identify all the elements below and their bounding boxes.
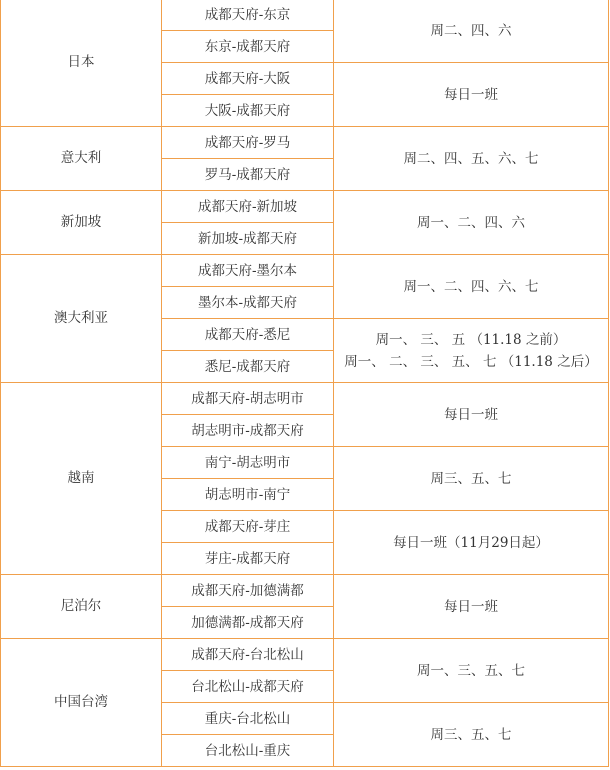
route-cell: 成都天府-大阪 (162, 63, 334, 95)
country-cell: 尼泊尔 (1, 575, 162, 639)
table-row (1, 255, 609, 287)
route-cell: 成都天府-罗马 (162, 127, 334, 159)
frequency-cell (334, 319, 609, 383)
route-cell: 成都天府-台北松山 (162, 639, 334, 671)
table-row (1, 191, 609, 223)
frequency-text: 每日一班（11月29日起） (393, 534, 549, 551)
country-cell: 澳大利亚 (1, 255, 162, 383)
country-cell: 越南 (1, 383, 162, 575)
frequency-cell (334, 639, 609, 703)
table-row (1, 639, 609, 671)
frequency-text: 周一、二、四、六 (417, 214, 525, 231)
frequency-text: 周二、四、六 (430, 22, 512, 39)
route-cell: 胡志明市-成都天府 (162, 415, 334, 447)
frequency-cell (334, 575, 609, 639)
frequency-text: 周一、 二、 三、 五、 七 （11.18 之后） (344, 353, 598, 370)
table-row (1, 575, 609, 607)
schedule-table-body (1, 0, 609, 767)
route-cell: 成都天府-东京 (162, 0, 334, 31)
route-cell: 成都天府-胡志明市 (162, 383, 334, 415)
route-cell: 成都天府-悉尼 (162, 319, 334, 351)
route-cell: 胡志明市-南宁 (162, 479, 334, 511)
table-row (1, 383, 609, 415)
route-cell: 重庆-台北松山 (162, 703, 334, 735)
route-cell: 罗马-成都天府 (162, 159, 334, 191)
route-cell: 墨尔本-成都天府 (162, 287, 334, 319)
frequency-cell (334, 63, 609, 127)
route-cell: 台北松山-成都天府 (162, 671, 334, 703)
frequency-text: 周三、五、七 (430, 470, 512, 487)
frequency-text: 周三、五、七 (430, 726, 512, 743)
route-cell: 南宁-胡志明市 (162, 447, 334, 479)
table-row (1, 0, 609, 31)
route-cell: 芽庄-成都天府 (162, 543, 334, 575)
frequency-text: 周一、二、四、六、七 (403, 278, 539, 295)
route-cell: 新加坡-成都天府 (162, 223, 334, 255)
route-cell: 成都天府-墨尔本 (162, 255, 334, 287)
route-cell: 悉尼-成都天府 (162, 351, 334, 383)
frequency-text: 周一、三、五、七 (417, 662, 525, 679)
route-cell: 成都天府-新加坡 (162, 191, 334, 223)
frequency-cell (334, 255, 609, 319)
route-cell: 台北松山-重庆 (162, 735, 334, 767)
route-cell: 大阪-成都天府 (162, 95, 334, 127)
table-row (1, 127, 609, 159)
frequency-cell (334, 447, 609, 511)
frequency-text: 每日一班 (444, 406, 498, 423)
route-cell: 成都天府-加德满都 (162, 575, 334, 607)
frequency-text: 周二、四、五、六、七 (403, 150, 539, 167)
country-cell: 中国台湾 (1, 639, 162, 767)
country-cell: 意大利 (1, 127, 162, 191)
route-cell: 加德满都-成都天府 (162, 607, 334, 639)
country-cell: 新加坡 (1, 191, 162, 255)
route-cell: 成都天府-芽庄 (162, 511, 334, 543)
frequency-text: 每日一班 (444, 86, 498, 103)
frequency-cell (334, 191, 609, 255)
frequency-cell (334, 703, 609, 767)
route-cell: 东京-成都天府 (162, 31, 334, 63)
frequency-cell (334, 511, 609, 575)
frequency-cell (334, 383, 609, 447)
frequency-text: 每日一班 (444, 598, 498, 615)
frequency-cell (334, 127, 609, 191)
frequency-text: 周一、 三、 五 （11.18 之前） (375, 331, 567, 348)
frequency-cell (334, 0, 609, 63)
country-cell: 日本 (1, 0, 162, 127)
